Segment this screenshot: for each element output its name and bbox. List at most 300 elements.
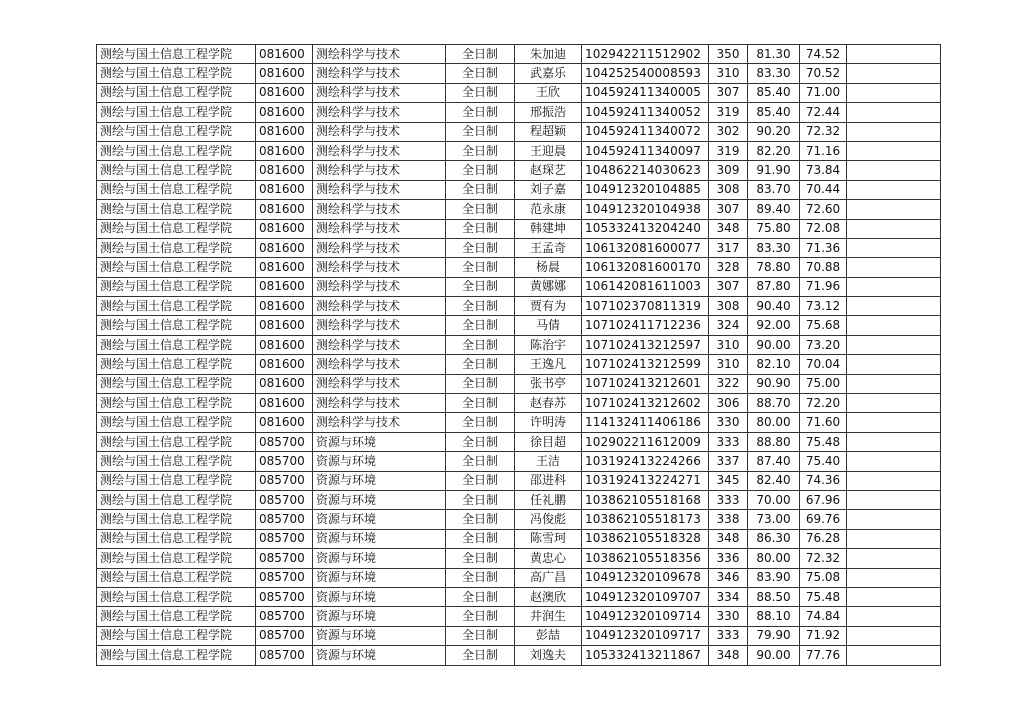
initial-score-cell: 348 (709, 219, 748, 238)
retest-score-cell: 87.80 (748, 277, 800, 296)
table-row (97, 83, 941, 102)
table-row (97, 394, 941, 413)
total-score-cell: 75.48 (800, 432, 847, 451)
total-score-cell: 70.44 (800, 180, 847, 199)
total-score-cell: 71.96 (800, 277, 847, 296)
table-row (97, 297, 941, 316)
table-row (97, 626, 941, 645)
exam-id-cell: 104912320104885 (582, 180, 709, 199)
major-name-cell: 资源与环境 (313, 626, 446, 645)
study-mode-cell: 全日制 (446, 471, 515, 490)
total-score-cell: 72.44 (800, 103, 847, 122)
student-name-cell: 冯俊彪 (515, 510, 582, 529)
table-row (97, 180, 941, 199)
student-name-cell: 许明涛 (515, 413, 582, 432)
major-code-cell: 085700 (256, 549, 313, 568)
school-cell: 测绘与国土信息工程学院 (97, 374, 256, 393)
total-score-cell: 73.12 (800, 297, 847, 316)
student-name-cell: 王欣 (515, 83, 582, 102)
exam-id-cell: 105332413204240 (582, 219, 709, 238)
initial-score-cell: 324 (709, 316, 748, 335)
major-name-cell: 测绘科学与技术 (313, 200, 446, 219)
school-cell: 测绘与国土信息工程学院 (97, 161, 256, 180)
school-cell: 测绘与国土信息工程学院 (97, 200, 256, 219)
major-code-cell: 085700 (256, 510, 313, 529)
major-code-cell: 081600 (256, 355, 313, 374)
initial-score-cell: 348 (709, 529, 748, 548)
initial-score-cell: 310 (709, 64, 748, 83)
empty-cell (847, 219, 941, 238)
total-score-cell: 77.76 (800, 646, 847, 665)
major-name-cell: 测绘科学与技术 (313, 103, 446, 122)
student-name-cell: 程超颖 (515, 122, 582, 141)
empty-cell (847, 122, 941, 141)
table-row (97, 141, 941, 160)
study-mode-cell: 全日制 (446, 413, 515, 432)
retest-score-cell: 86.30 (748, 529, 800, 548)
table-row (97, 122, 941, 141)
initial-score-cell: 302 (709, 122, 748, 141)
table-row (97, 587, 941, 606)
school-cell: 测绘与国土信息工程学院 (97, 471, 256, 490)
major-code-cell: 085700 (256, 626, 313, 645)
study-mode-cell: 全日制 (446, 607, 515, 626)
major-name-cell: 测绘科学与技术 (313, 141, 446, 160)
student-name-cell: 黄忠心 (515, 549, 582, 568)
study-mode-cell: 全日制 (446, 452, 515, 471)
major-name-cell: 测绘科学与技术 (313, 180, 446, 199)
exam-id-cell: 107102413212597 (582, 335, 709, 354)
major-name-cell: 测绘科学与技术 (313, 122, 446, 141)
exam-id-cell: 105332413211867 (582, 646, 709, 665)
empty-cell (847, 316, 941, 335)
initial-score-cell: 310 (709, 355, 748, 374)
major-name-cell: 资源与环境 (313, 549, 446, 568)
major-code-cell: 081600 (256, 103, 313, 122)
empty-cell (847, 141, 941, 160)
exam-id-cell: 102942211512902 (582, 45, 709, 64)
total-score-cell: 71.92 (800, 626, 847, 645)
empty-cell (847, 83, 941, 102)
empty-cell (847, 180, 941, 199)
school-cell: 测绘与国土信息工程学院 (97, 607, 256, 626)
initial-score-cell: 350 (709, 45, 748, 64)
major-code-cell: 085700 (256, 529, 313, 548)
total-score-cell: 71.60 (800, 413, 847, 432)
major-name-cell: 测绘科学与技术 (313, 161, 446, 180)
retest-score-cell: 83.70 (748, 180, 800, 199)
empty-cell (847, 335, 941, 354)
exam-id-cell: 104252540008593 (582, 64, 709, 83)
student-name-cell: 赵春苏 (515, 394, 582, 413)
table-row (97, 568, 941, 587)
school-cell: 测绘与国土信息工程学院 (97, 122, 256, 141)
total-score-cell: 69.76 (800, 510, 847, 529)
student-name-cell: 徐目超 (515, 432, 582, 451)
student-name-cell: 王孟奇 (515, 238, 582, 257)
study-mode-cell: 全日制 (446, 277, 515, 296)
exam-id-cell: 103192413224266 (582, 452, 709, 471)
exam-id-cell: 107102413212602 (582, 394, 709, 413)
total-score-cell: 75.40 (800, 452, 847, 471)
major-code-cell: 081600 (256, 297, 313, 316)
empty-cell (847, 587, 941, 606)
retest-score-cell: 83.30 (748, 64, 800, 83)
student-name-cell: 高广昌 (515, 568, 582, 587)
exam-id-cell: 106132081600077 (582, 238, 709, 257)
school-cell: 测绘与国土信息工程学院 (97, 335, 256, 354)
major-name-cell: 资源与环境 (313, 568, 446, 587)
school-cell: 测绘与国土信息工程学院 (97, 529, 256, 548)
exam-id-cell: 104862214030623 (582, 161, 709, 180)
empty-cell (847, 258, 941, 277)
study-mode-cell: 全日制 (446, 161, 515, 180)
initial-score-cell: 333 (709, 490, 748, 509)
exam-id-cell: 104912320104938 (582, 200, 709, 219)
retest-score-cell: 82.20 (748, 141, 800, 160)
exam-id-cell: 114132411406186 (582, 413, 709, 432)
major-code-cell: 085700 (256, 587, 313, 606)
exam-id-cell: 106142081611003 (582, 277, 709, 296)
empty-cell (847, 45, 941, 64)
school-cell: 测绘与国土信息工程学院 (97, 587, 256, 606)
initial-score-cell: 310 (709, 335, 748, 354)
retest-score-cell: 80.00 (748, 413, 800, 432)
retest-score-cell: 85.40 (748, 83, 800, 102)
major-name-cell: 资源与环境 (313, 607, 446, 626)
student-name-cell: 王洁 (515, 452, 582, 471)
retest-score-cell: 85.40 (748, 103, 800, 122)
school-cell: 测绘与国土信息工程学院 (97, 141, 256, 160)
initial-score-cell: 309 (709, 161, 748, 180)
student-name-cell: 韩建坤 (515, 219, 582, 238)
major-code-cell: 085700 (256, 471, 313, 490)
initial-score-cell: 328 (709, 258, 748, 277)
empty-cell (847, 626, 941, 645)
table-row (97, 200, 941, 219)
initial-score-cell: 345 (709, 471, 748, 490)
empty-cell (847, 394, 941, 413)
table-row (97, 549, 941, 568)
study-mode-cell: 全日制 (446, 510, 515, 529)
retest-score-cell: 82.10 (748, 355, 800, 374)
school-cell: 测绘与国土信息工程学院 (97, 355, 256, 374)
retest-score-cell: 87.40 (748, 452, 800, 471)
study-mode-cell: 全日制 (446, 626, 515, 645)
major-code-cell: 081600 (256, 161, 313, 180)
study-mode-cell: 全日制 (446, 335, 515, 354)
major-name-cell: 测绘科学与技术 (313, 45, 446, 64)
major-code-cell: 085700 (256, 646, 313, 665)
study-mode-cell: 全日制 (446, 394, 515, 413)
study-mode-cell: 全日制 (446, 374, 515, 393)
total-score-cell: 75.08 (800, 568, 847, 587)
major-name-cell: 测绘科学与技术 (313, 64, 446, 83)
retest-score-cell: 81.30 (748, 45, 800, 64)
total-score-cell: 72.60 (800, 200, 847, 219)
initial-score-cell: 334 (709, 587, 748, 606)
major-name-cell: 测绘科学与技术 (313, 258, 446, 277)
student-name-cell: 井润生 (515, 607, 582, 626)
table-row (97, 471, 941, 490)
total-score-cell: 72.20 (800, 394, 847, 413)
table-row (97, 490, 941, 509)
major-code-cell: 081600 (256, 374, 313, 393)
table-row (97, 452, 941, 471)
major-name-cell: 资源与环境 (313, 452, 446, 471)
study-mode-cell: 全日制 (446, 529, 515, 548)
total-score-cell: 74.36 (800, 471, 847, 490)
student-name-cell: 朱加迪 (515, 45, 582, 64)
empty-cell (847, 297, 941, 316)
major-code-cell: 085700 (256, 607, 313, 626)
exam-id-cell: 104912320109717 (582, 626, 709, 645)
study-mode-cell: 全日制 (446, 258, 515, 277)
empty-cell (847, 471, 941, 490)
school-cell: 测绘与国土信息工程学院 (97, 568, 256, 587)
student-name-cell: 贾有为 (515, 297, 582, 316)
school-cell: 测绘与国土信息工程学院 (97, 452, 256, 471)
initial-score-cell: 338 (709, 510, 748, 529)
school-cell: 测绘与国土信息工程学院 (97, 83, 256, 102)
table-row (97, 510, 941, 529)
major-code-cell: 081600 (256, 83, 313, 102)
major-name-cell: 资源与环境 (313, 646, 446, 665)
major-code-cell: 081600 (256, 413, 313, 432)
empty-cell (847, 161, 941, 180)
major-name-cell: 测绘科学与技术 (313, 219, 446, 238)
initial-score-cell: 306 (709, 394, 748, 413)
major-code-cell: 081600 (256, 238, 313, 257)
school-cell: 测绘与国土信息工程学院 (97, 432, 256, 451)
major-code-cell: 085700 (256, 432, 313, 451)
study-mode-cell: 全日制 (446, 490, 515, 509)
exam-id-cell: 102902211612009 (582, 432, 709, 451)
initial-score-cell: 330 (709, 607, 748, 626)
student-name-cell: 马倩 (515, 316, 582, 335)
initial-score-cell: 317 (709, 238, 748, 257)
school-cell: 测绘与国土信息工程学院 (97, 180, 256, 199)
empty-cell (847, 277, 941, 296)
retest-score-cell: 92.00 (748, 316, 800, 335)
table-row (97, 161, 941, 180)
study-mode-cell: 全日制 (446, 297, 515, 316)
retest-score-cell: 80.00 (748, 549, 800, 568)
student-name-cell: 赵澳欣 (515, 587, 582, 606)
retest-score-cell: 88.50 (748, 587, 800, 606)
table-row (97, 45, 941, 64)
empty-cell (847, 355, 941, 374)
initial-score-cell: 333 (709, 432, 748, 451)
initial-score-cell: 336 (709, 549, 748, 568)
study-mode-cell: 全日制 (446, 64, 515, 83)
major-name-cell: 测绘科学与技术 (313, 374, 446, 393)
major-code-cell: 085700 (256, 568, 313, 587)
student-name-cell: 邢振浩 (515, 103, 582, 122)
school-cell: 测绘与国土信息工程学院 (97, 413, 256, 432)
student-name-cell: 赵琛艺 (515, 161, 582, 180)
major-name-cell: 测绘科学与技术 (313, 238, 446, 257)
study-mode-cell: 全日制 (446, 45, 515, 64)
total-score-cell: 70.04 (800, 355, 847, 374)
study-mode-cell: 全日制 (446, 355, 515, 374)
school-cell: 测绘与国土信息工程学院 (97, 549, 256, 568)
initial-score-cell: 307 (709, 200, 748, 219)
student-name-cell: 陈治宇 (515, 335, 582, 354)
exam-id-cell: 103862105518168 (582, 490, 709, 509)
empty-cell (847, 510, 941, 529)
study-mode-cell: 全日制 (446, 103, 515, 122)
major-name-cell: 测绘科学与技术 (313, 83, 446, 102)
major-code-cell: 081600 (256, 258, 313, 277)
school-cell: 测绘与国土信息工程学院 (97, 238, 256, 257)
retest-score-cell: 82.40 (748, 471, 800, 490)
total-score-cell: 71.00 (800, 83, 847, 102)
retest-score-cell: 75.80 (748, 219, 800, 238)
table-row (97, 355, 941, 374)
table-row (97, 432, 941, 451)
empty-cell (847, 374, 941, 393)
retest-score-cell: 78.80 (748, 258, 800, 277)
initial-score-cell: 308 (709, 180, 748, 199)
table-row (97, 646, 941, 665)
total-score-cell: 75.48 (800, 587, 847, 606)
student-name-cell: 刘逸夫 (515, 646, 582, 665)
total-score-cell: 75.00 (800, 374, 847, 393)
school-cell: 测绘与国土信息工程学院 (97, 490, 256, 509)
empty-cell (847, 452, 941, 471)
major-name-cell: 资源与环境 (313, 587, 446, 606)
exam-id-cell: 107102411712236 (582, 316, 709, 335)
initial-score-cell: 322 (709, 374, 748, 393)
major-name-cell: 资源与环境 (313, 510, 446, 529)
initial-score-cell: 308 (709, 297, 748, 316)
empty-cell (847, 568, 941, 587)
empty-cell (847, 549, 941, 568)
empty-cell (847, 432, 941, 451)
student-name-cell: 杨晨 (515, 258, 582, 277)
major-code-cell: 085700 (256, 490, 313, 509)
major-code-cell: 081600 (256, 277, 313, 296)
initial-score-cell: 346 (709, 568, 748, 587)
exam-id-cell: 104912320109678 (582, 568, 709, 587)
exam-id-cell: 104592411340097 (582, 141, 709, 160)
student-name-cell: 武嘉乐 (515, 64, 582, 83)
student-name-cell: 王迎晨 (515, 141, 582, 160)
table-row (97, 64, 941, 83)
table-row (97, 335, 941, 354)
total-score-cell: 72.32 (800, 122, 847, 141)
school-cell: 测绘与国土信息工程学院 (97, 297, 256, 316)
major-name-cell: 测绘科学与技术 (313, 297, 446, 316)
total-score-cell: 74.52 (800, 45, 847, 64)
major-code-cell: 081600 (256, 316, 313, 335)
empty-cell (847, 529, 941, 548)
total-score-cell: 67.96 (800, 490, 847, 509)
student-name-cell: 张书亭 (515, 374, 582, 393)
major-code-cell: 081600 (256, 219, 313, 238)
table-row (97, 413, 941, 432)
student-name-cell: 彭喆 (515, 626, 582, 645)
major-name-cell: 资源与环境 (313, 471, 446, 490)
major-code-cell: 081600 (256, 394, 313, 413)
study-mode-cell: 全日制 (446, 83, 515, 102)
total-score-cell: 72.32 (800, 549, 847, 568)
table-row (97, 607, 941, 626)
total-score-cell: 73.84 (800, 161, 847, 180)
initial-score-cell: 348 (709, 646, 748, 665)
empty-cell (847, 607, 941, 626)
school-cell: 测绘与国土信息工程学院 (97, 45, 256, 64)
initial-score-cell: 307 (709, 277, 748, 296)
total-score-cell: 71.16 (800, 141, 847, 160)
table-row (97, 316, 941, 335)
table-body (97, 45, 941, 666)
study-mode-cell: 全日制 (446, 141, 515, 160)
initial-score-cell: 337 (709, 452, 748, 471)
major-name-cell: 测绘科学与技术 (313, 316, 446, 335)
initial-score-cell: 319 (709, 141, 748, 160)
retest-score-cell: 83.90 (748, 568, 800, 587)
retest-score-cell: 89.40 (748, 200, 800, 219)
student-name-cell: 邵进科 (515, 471, 582, 490)
major-name-cell: 测绘科学与技术 (313, 277, 446, 296)
total-score-cell: 70.52 (800, 64, 847, 83)
retest-score-cell: 90.20 (748, 122, 800, 141)
study-mode-cell: 全日制 (446, 200, 515, 219)
study-mode-cell: 全日制 (446, 646, 515, 665)
total-score-cell: 73.20 (800, 335, 847, 354)
study-mode-cell: 全日制 (446, 180, 515, 199)
retest-score-cell: 88.10 (748, 607, 800, 626)
school-cell: 测绘与国土信息工程学院 (97, 646, 256, 665)
major-code-cell: 081600 (256, 64, 313, 83)
total-score-cell: 72.08 (800, 219, 847, 238)
school-cell: 测绘与国土信息工程学院 (97, 316, 256, 335)
major-code-cell: 085700 (256, 452, 313, 471)
school-cell: 测绘与国土信息工程学院 (97, 64, 256, 83)
empty-cell (847, 64, 941, 83)
student-name-cell: 黄娜娜 (515, 277, 582, 296)
major-code-cell: 081600 (256, 335, 313, 354)
study-mode-cell: 全日制 (446, 219, 515, 238)
exam-id-cell: 103862105518328 (582, 529, 709, 548)
exam-id-cell: 103862105518356 (582, 549, 709, 568)
empty-cell (847, 103, 941, 122)
school-cell: 测绘与国土信息工程学院 (97, 626, 256, 645)
exam-id-cell: 104592411340072 (582, 122, 709, 141)
exam-id-cell: 104592411340005 (582, 83, 709, 102)
table-row (97, 374, 941, 393)
initial-score-cell: 333 (709, 626, 748, 645)
major-name-cell: 资源与环境 (313, 490, 446, 509)
empty-cell (847, 490, 941, 509)
major-name-cell: 资源与环境 (313, 432, 446, 451)
student-name-cell: 范永康 (515, 200, 582, 219)
total-score-cell: 74.84 (800, 607, 847, 626)
table-row (97, 219, 941, 238)
table-row (97, 238, 941, 257)
table-row (97, 258, 941, 277)
student-name-cell: 刘子嘉 (515, 180, 582, 199)
study-mode-cell: 全日制 (446, 238, 515, 257)
exam-id-cell: 104592411340052 (582, 103, 709, 122)
retest-score-cell: 90.00 (748, 646, 800, 665)
major-code-cell: 081600 (256, 200, 313, 219)
major-name-cell: 测绘科学与技术 (313, 394, 446, 413)
school-cell: 测绘与国土信息工程学院 (97, 258, 256, 277)
study-mode-cell: 全日制 (446, 122, 515, 141)
